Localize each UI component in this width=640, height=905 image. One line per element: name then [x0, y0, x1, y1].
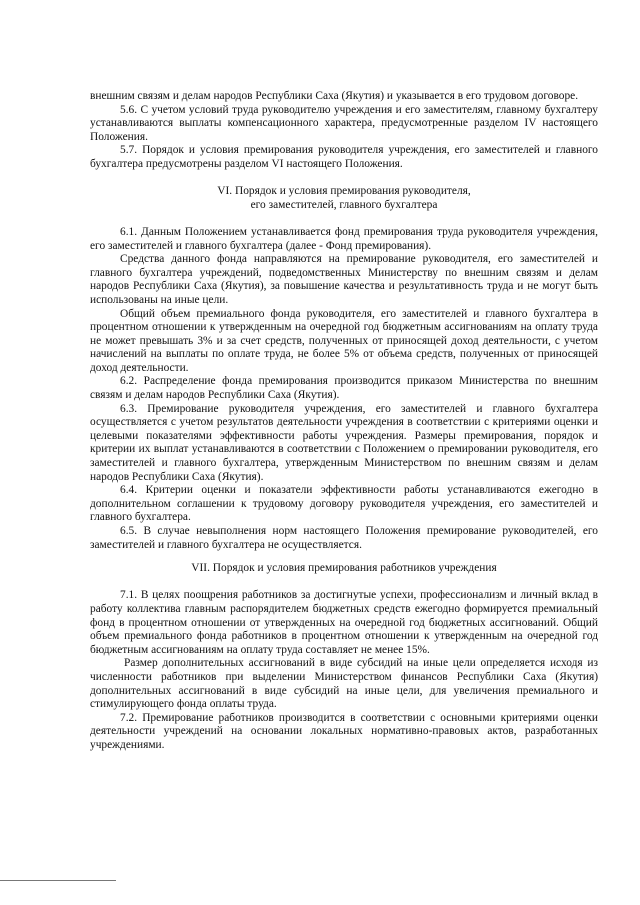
paragraph-7-1: 7.1. В целях поощрения работников за достигнутые успехи, профессионализм и личный вклад в работу коллектива главным распорядителем бюджетных средств ежегодно формируется премиальный фонд в процентном отношении от утвержденных на очередной год бюджетных ассигнований. Общий объем премиального фонда работников в процентном отношении к утвержденным на очередной год бюджетным ассигнованиям на оплату труда составляет не менее 15%.	[90, 589, 598, 656]
section-7-heading: VII. Порядок и условия премирования работников учреждения	[191, 562, 497, 575]
paragraph-5-6: 5.6. С учетом условий труда руководителю учреждения и его заместителям, главному бухгалтеру устанавливаются выплаты компенсационного характера, предусмотренные разделом IV настоящего Положения.	[90, 103, 598, 143]
paragraph-6-1-volume: Общий объем премиального фонда руководителя, его заместителей и главного бухгалтера в процентном отношении к утвержденным на очередной год бюджетным ассигнованиям на оплату труда не может превышать 3% и за счет средств, полученных от приносящей доход деятельности, с учетом начислений на выплаты по оплате труда, не более 5% от объема средств, полученных от приносящей доход деятельности.	[90, 307, 598, 374]
paragraph-continuation: внешним связям и делам народов Республики Саха (Якутия) и указывается в его трудовом договоре.	[90, 90, 579, 102]
paragraph-6-5: 6.5. В случае невыполнения норм настоящего Положения премирование руководителей, его заместителей и главного бухгалтера не осуществляется.	[90, 525, 598, 551]
paragraph-6-1-funds: Средства данного фонда направляются на премирование руководителя, его заместителей и главного бухгалтера учреждений, подведомственных Министерству по внешним связям и делам народов Республики Саха (Якутия), за повышение качества и результативность труда и не могут быть использованы на иные цели.	[90, 253, 598, 306]
paragraph-6-2: 6.2. Распределение фонда премирования производится приказом Министерства по внешним связям и делам народов Республики Саха (Якутия).	[90, 375, 598, 402]
paragraph-7-2: 7.2. Премирование работников производится в соответствии с основными критериями оценки деятельности учреждений на основании локальных нормативно-правовых актов, разработанных учреждениями.	[90, 711, 598, 751]
section-6-heading-line1: VI. Порядок и условия премирования руководителя,	[217, 185, 471, 198]
section-6-heading-line2: его заместителей, главного бухгалтера	[250, 198, 438, 211]
paragraph-7-1-additional: Размер дополнительных ассигнований в виде субсидий на иные цели определяется исходя из численности работников при выделении Министерством финансов Республики Саха (Якутия) дополнительных ассигнований в виде субсидий на иные цели, для увеличения премиального и стимулирующего фонда оплаты труда.	[90, 657, 598, 711]
document-body	[90, 90, 598, 753]
paragraph-6-3: 6.3. Премирование руководителя учреждения, его заместителей и главного бухгалтера осуществляется с учетом результатов деятельности учреждения в соответствии с критериями оценки и целевыми показателями эффективности работы учреждения. Размеры премирования, порядок и критерии их выплат устанавливаются в соответствии с Положением о премировании руководителя, его заместителей и главного бухгалтера, утвержденным Министерством по внешним связям и делам народов Республики Саха (Якутия).	[90, 402, 598, 483]
footer-divider	[0, 880, 116, 881]
paragraph-6-4: 6.4. Критерии оценки и показатели эффективности работы устанавливаются ежегодно в дополнительном соглашении к трудовому договору руководителя учреждения, его заместителей и главного бухгалтера.	[90, 484, 598, 524]
paragraph-5-7: 5.7. Порядок и условия премирования руководителя учреждения, его заместителей и главного бухгалтера предусмотрены разделом VI настоящего Положения.	[90, 144, 598, 170]
paragraph-6-1: 6.1. Данным Положением устанавливается фонд премирования труда руководителя учреждения, его заместителей и главного бухгалтера (далее - Фонд премирования).	[90, 225, 598, 252]
